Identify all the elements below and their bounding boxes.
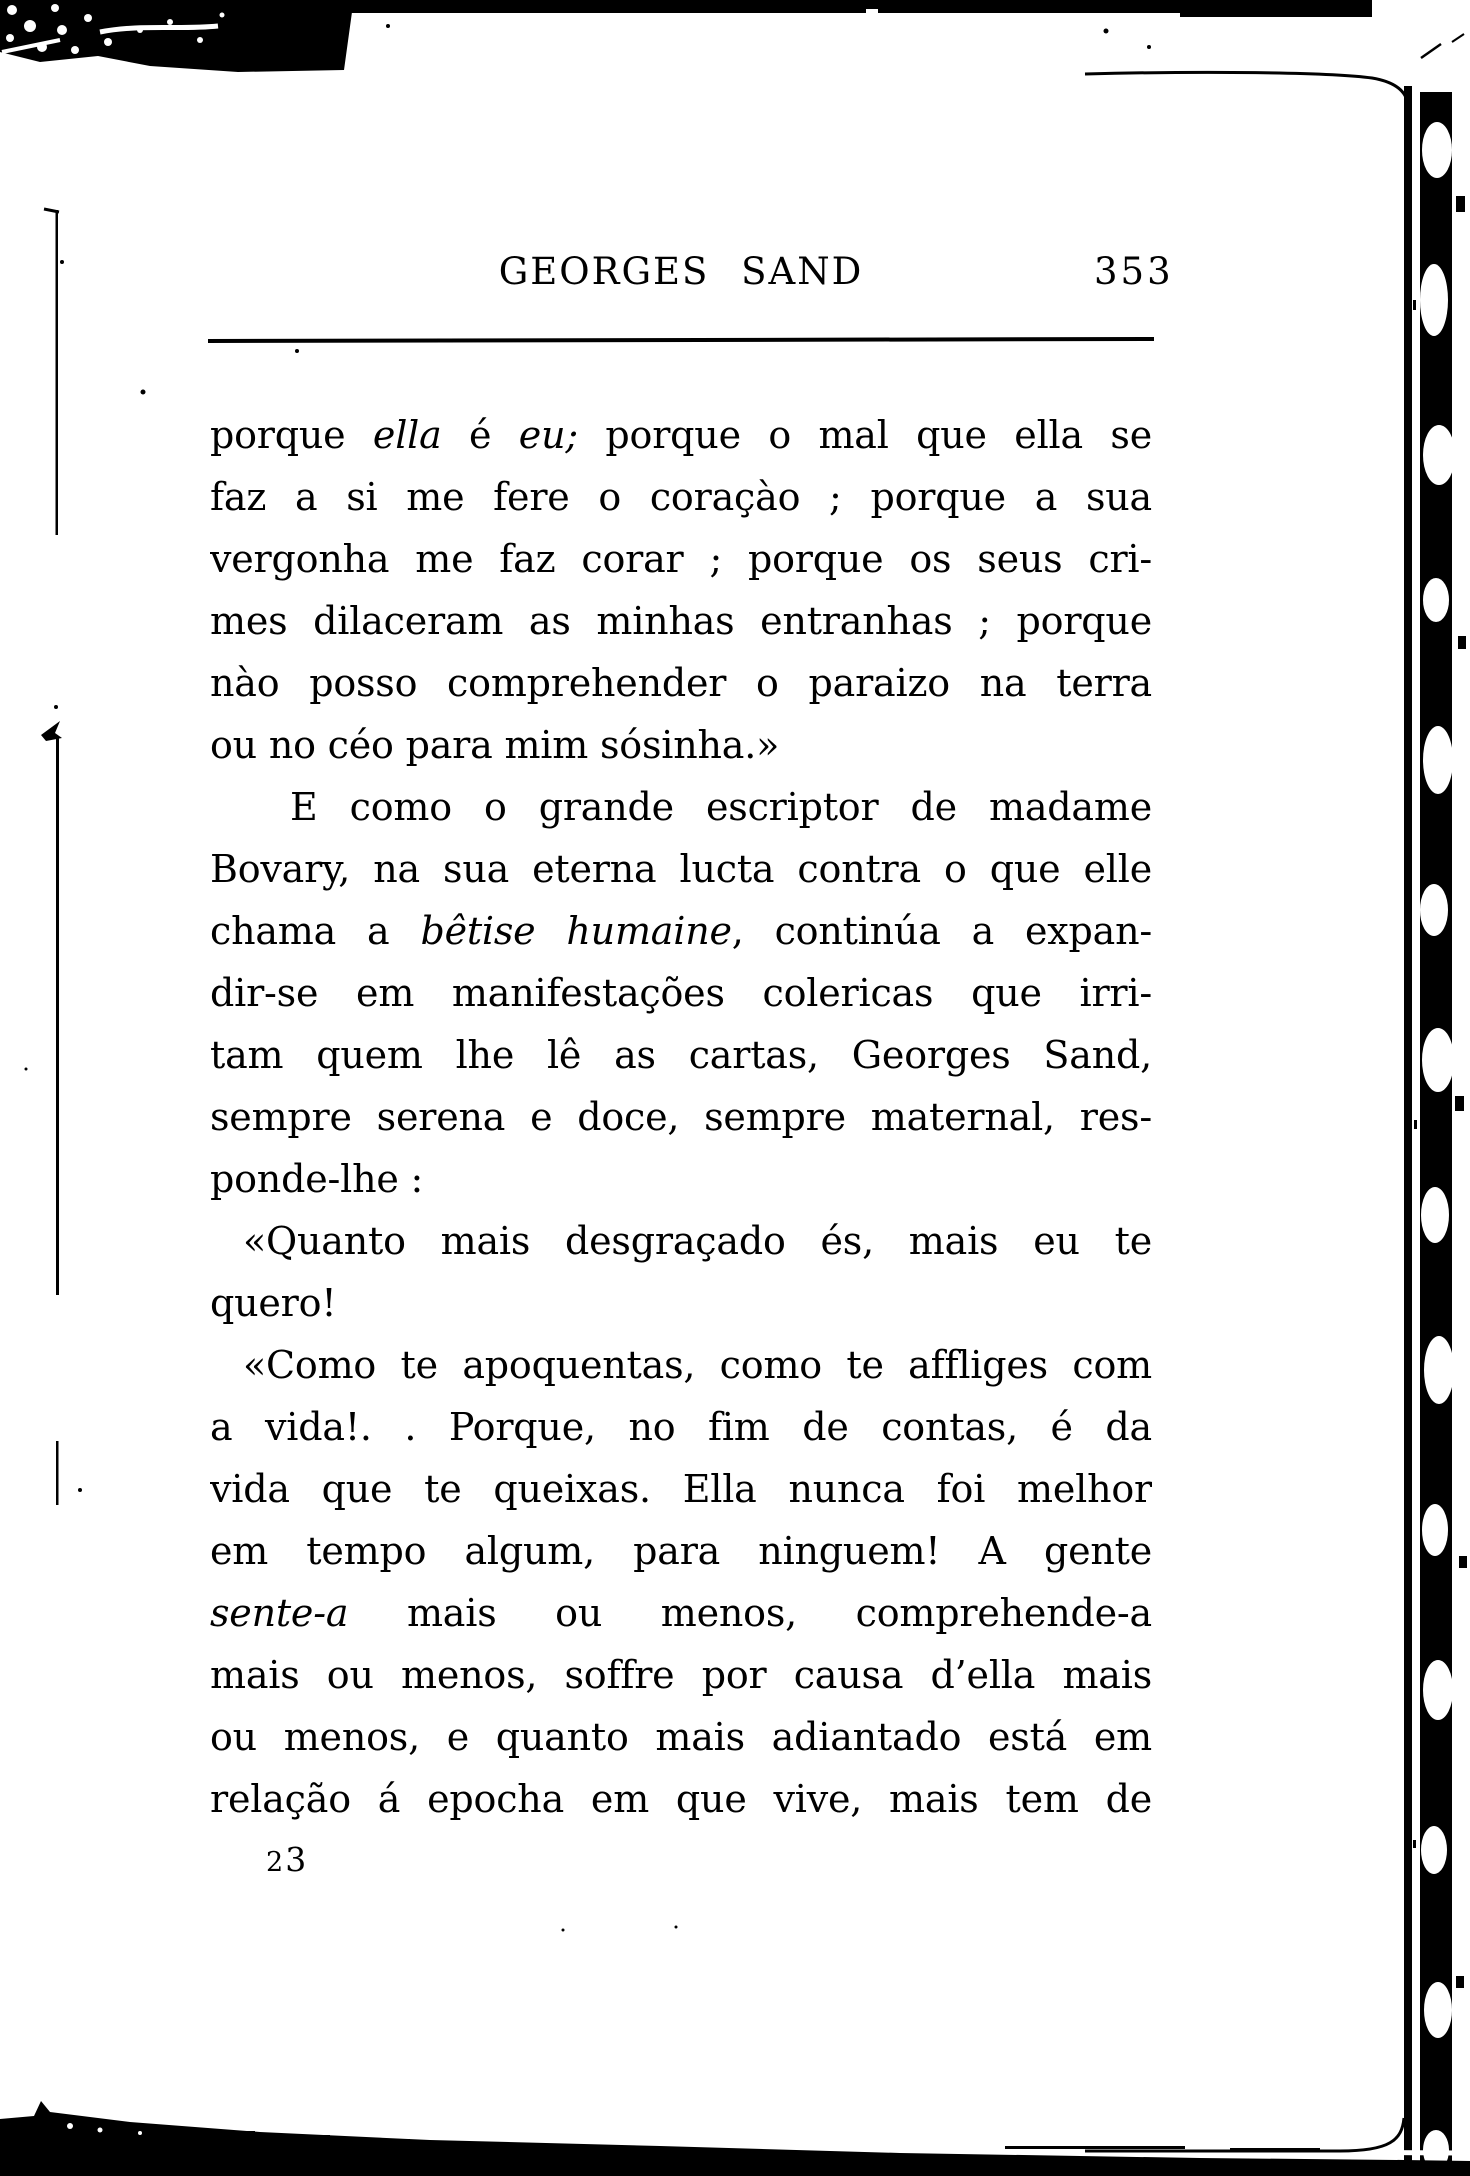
text-line <box>210 1272 1152 1334</box>
text-line <box>210 466 1152 528</box>
text-run: quero! <box>210 1281 337 1325</box>
text-line <box>210 1334 1152 1396</box>
text-run: mais ou menos, soffre por causa d’ella mais <box>210 1653 1152 1697</box>
text-line <box>210 838 1152 900</box>
text-run: chama a <box>210 909 421 953</box>
text-line <box>210 1582 1152 1644</box>
text-run: é <box>441 413 519 457</box>
text-line <box>210 1396 1152 1458</box>
text-run: , continúa a expan- <box>731 909 1152 953</box>
page-number: 353 <box>1094 250 1174 293</box>
text-run: porque <box>210 413 373 457</box>
text-run: ou menos, e quanto mais adiantado está em <box>210 1715 1152 1759</box>
text-run: «Como te apoquentas, como te affliges com <box>243 1343 1152 1387</box>
text-run: dir-se em manifestações colericas que irri- <box>210 971 1152 1015</box>
italic-run: sente-a <box>210 1591 349 1635</box>
text-line <box>210 962 1152 1024</box>
text-line <box>210 776 1152 838</box>
text-line <box>210 714 1152 776</box>
header-rule <box>208 337 1154 343</box>
text-line <box>210 900 1152 962</box>
text-run: mais ou menos, comprehende-a <box>348 1591 1152 1635</box>
text-line <box>210 404 1152 466</box>
text-run: «Quanto mais desgraçado és, mais eu te <box>243 1219 1152 1263</box>
text-run: em tempo algum, para ninguem! A gente <box>210 1529 1152 1573</box>
signature-mark: 23 <box>266 1840 309 1879</box>
text-line <box>210 1024 1152 1086</box>
text-run: tam quem lhe lê as cartas, Georges Sand, <box>210 1033 1152 1077</box>
text-run: porque o mal que ella se <box>577 413 1152 457</box>
text-line <box>210 1644 1152 1706</box>
text-line <box>210 1148 1152 1210</box>
text-line <box>210 590 1152 652</box>
body-text <box>210 404 1152 1830</box>
text-line <box>210 1210 1152 1272</box>
running-head-title: GEORGES SAND <box>498 250 864 293</box>
text-line <box>210 528 1152 590</box>
text-run: vida que te queixas. Ella nunca foi melhor <box>210 1467 1152 1511</box>
text-run: Bovary, na sua eterna lucta contra o que elle <box>210 847 1152 891</box>
text-line <box>210 1458 1152 1520</box>
text-run: E como o grande escriptor de madame <box>290 785 1152 829</box>
text-run: relação á epocha em que vive, mais tem de <box>210 1777 1152 1821</box>
text-run: ou no céo para mim sósinha.» <box>210 723 780 767</box>
text-line <box>210 1086 1152 1148</box>
text-run: a vida!. . Porque, no fim de contas, é da <box>210 1405 1152 1449</box>
text-run: ponde-lhe : <box>210 1157 424 1201</box>
text-line <box>210 1768 1152 1830</box>
text-line <box>210 652 1152 714</box>
text-line <box>210 1706 1152 1768</box>
italic-run: eu; <box>518 413 578 457</box>
text-line <box>210 1520 1152 1582</box>
italic-run: ella <box>372 413 442 457</box>
text-run: vergonha me faz corar ; porque os seus cri- <box>210 537 1152 581</box>
text-run: mes dilaceram as minhas entranhas ; porque <box>210 599 1152 643</box>
italic-run: bêtise humaine <box>420 909 732 953</box>
text-run: faz a si me fere o coraçào ; porque a sua <box>210 475 1152 519</box>
text-run: nào posso comprehender o paraizo na terra <box>210 661 1152 705</box>
text-run: sempre serena e doce, sempre maternal, res- <box>210 1095 1152 1139</box>
